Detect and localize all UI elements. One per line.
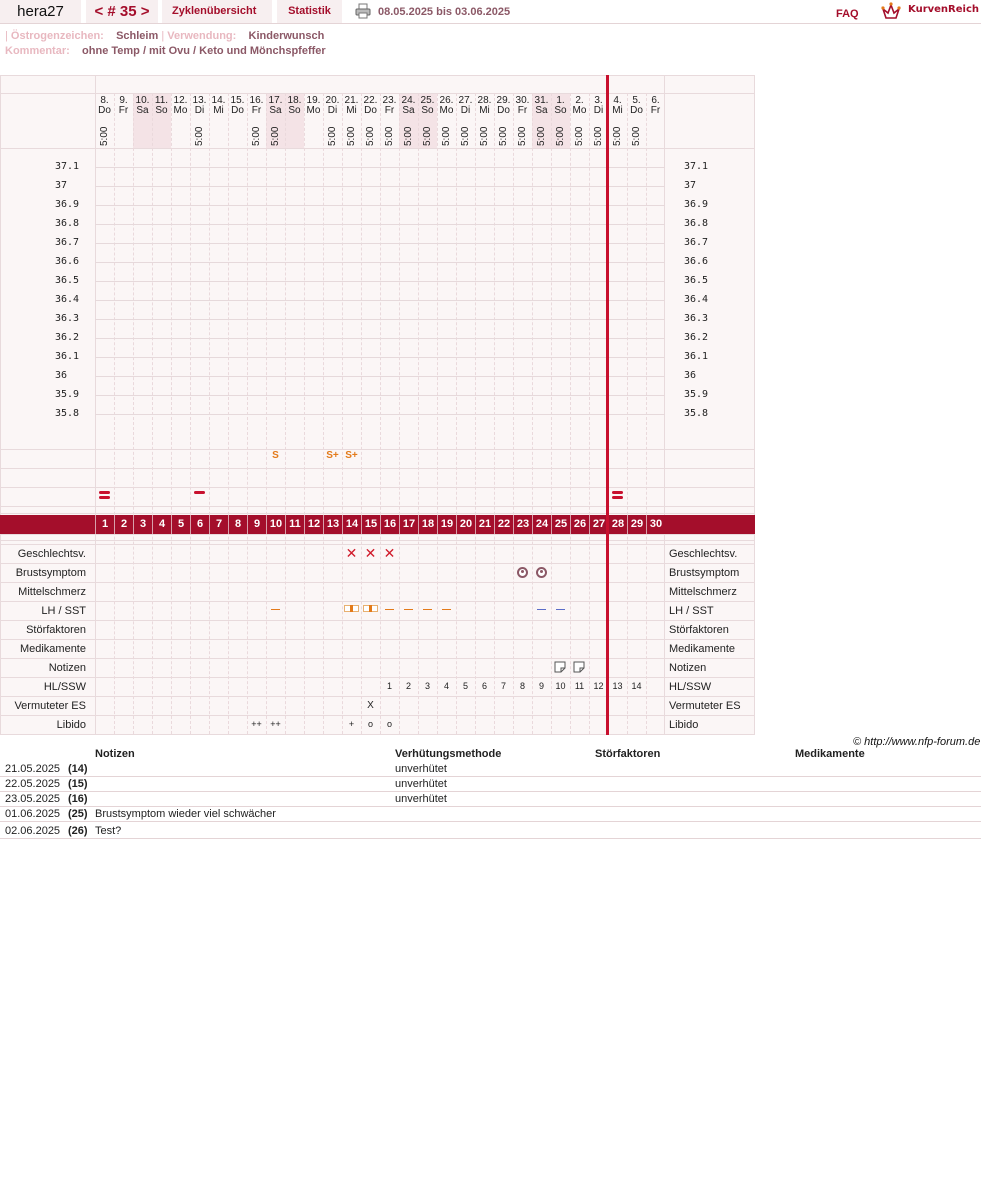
- lh-test-mark: [537, 609, 546, 610]
- day-weekday: Mi: [612, 105, 623, 116]
- temp-gridline: [95, 262, 665, 263]
- cycle-navigator: [86, 0, 158, 23]
- cycleday-number: 15: [361, 515, 380, 534]
- cycleday-number: 3: [133, 515, 152, 534]
- note-cycleday: (14): [68, 763, 88, 775]
- row-label-left: Brustsymptom: [15, 567, 86, 579]
- temp-label-right: 37: [684, 180, 697, 191]
- row-label-left: Vermuteter ES: [14, 700, 86, 712]
- cycleday-number: 27: [589, 515, 608, 534]
- day-date: 18.: [287, 95, 302, 106]
- day-weekday: So: [554, 105, 567, 116]
- hl-value: 7: [500, 681, 506, 691]
- temp-label-left: 36.9: [55, 199, 80, 210]
- bleeding-mark: [99, 496, 110, 499]
- measure-time: 5:00: [251, 126, 262, 146]
- day-date: 19.: [306, 95, 321, 106]
- day-weekday: Sa: [269, 105, 282, 116]
- temp-gridline: [95, 205, 665, 206]
- comment-label: Kommentar:: [5, 45, 70, 57]
- cycleday-number: 11: [285, 515, 304, 534]
- measure-time: 5:00: [536, 126, 547, 146]
- note-cycleday: (15): [68, 778, 88, 790]
- temp-gridline: [95, 376, 665, 377]
- temp-gridline: [95, 281, 665, 282]
- temp-gridline: [95, 395, 665, 396]
- table-row: [0, 807, 981, 822]
- temp-label-left: 36.7: [55, 237, 80, 248]
- cycleday-number: 30: [646, 515, 665, 534]
- printer-icon[interactable]: [355, 3, 371, 19]
- measure-time: 5:00: [99, 126, 110, 146]
- faq-link[interactable]: FAQ: [836, 8, 859, 20]
- row-label-left: Medikamente: [19, 643, 86, 655]
- day-weekday: Sa: [402, 105, 415, 116]
- note-icon[interactable]: [573, 661, 585, 673]
- hl-value: 6: [481, 681, 487, 691]
- intercourse-x-icon: ✕: [345, 545, 358, 561]
- temp-label-right: 36.9: [684, 199, 709, 210]
- day-date: 1.: [556, 95, 565, 106]
- ovulation-mark: X: [367, 700, 374, 711]
- cycleday-number: 16: [380, 515, 399, 534]
- cervix-mark: S: [272, 450, 279, 461]
- temp-label-left: 36.6: [55, 256, 80, 267]
- measure-time: 5:00: [403, 126, 414, 146]
- cycleday-number: 18: [418, 515, 437, 534]
- day-date: 30.: [515, 95, 530, 106]
- hl-value: 12: [593, 681, 604, 691]
- row-label-left: HL/SSW: [43, 681, 86, 693]
- measure-time: 5:00: [498, 126, 509, 146]
- day-date: 31.: [534, 95, 549, 106]
- hl-value: 2: [405, 681, 411, 691]
- day-weekday: Di: [460, 105, 471, 116]
- row-label-left: Notizen: [48, 662, 86, 674]
- comment-value: ohne Temp / mit Ovu / Keto und Mönchspfeffer: [82, 45, 326, 57]
- day-date: 26.: [439, 95, 454, 106]
- note-cycleday: (26): [68, 825, 88, 837]
- temp-label-right: 36.4: [684, 294, 709, 305]
- measure-time: 5:00: [327, 126, 338, 146]
- measure-time: 5:00: [517, 126, 528, 146]
- cycleday-number: 17: [399, 515, 418, 534]
- day-weekday: Do: [497, 105, 510, 116]
- measure-time: 5:00: [460, 126, 471, 146]
- temp-gridline: [95, 300, 665, 301]
- day-weekday: Mi: [346, 105, 357, 116]
- temp-label-left: 36.8: [55, 218, 80, 229]
- col-divider-right: [664, 75, 665, 735]
- cycleday-number: 9: [247, 515, 266, 534]
- temp-label-right: 37.1: [684, 161, 709, 172]
- day-weekday: Di: [327, 105, 338, 116]
- temp-label-left: 37.1: [55, 161, 80, 172]
- day-date: 21.: [344, 95, 359, 106]
- measure-time: 5:00: [365, 126, 376, 146]
- cervix-mark: S+: [326, 450, 339, 461]
- row-label-left: LH / SST: [41, 605, 86, 617]
- row-label-right: Vermuteter ES: [669, 700, 741, 712]
- hl-value: 5: [462, 681, 468, 691]
- estrogen-label: Östrogenzeichen:: [10, 30, 104, 42]
- cycleday-number: 24: [532, 515, 551, 534]
- tab-cycle-overview[interactable]: Zyklenübersicht: [162, 0, 272, 23]
- cycleday-number: 26: [570, 515, 589, 534]
- row-label-right: Libido: [669, 719, 699, 731]
- lh-test-mark: [271, 609, 280, 610]
- bleeding-mark: [612, 496, 623, 499]
- hl-value: 3: [424, 681, 430, 691]
- day-weekday: Di: [194, 105, 205, 116]
- cycleday-number: 28: [608, 515, 627, 534]
- table-row: [0, 777, 981, 792]
- hl-value: 13: [612, 681, 623, 691]
- row-label-right: Notizen: [669, 662, 707, 674]
- intercourse-x-icon: ✕: [364, 545, 377, 561]
- day-date: 3.: [594, 95, 603, 106]
- day-date: 5.: [632, 95, 641, 106]
- note-date: 23.05.2025: [5, 793, 61, 805]
- day-date: 27.: [458, 95, 473, 106]
- table-row: [0, 792, 981, 807]
- hl-value: 4: [443, 681, 449, 691]
- lh-test-mark: [423, 609, 432, 610]
- col-divider-left: [95, 75, 96, 735]
- cycleday-number: 10: [266, 515, 285, 534]
- lh-test-line: [369, 605, 372, 612]
- lh-test-mark: [385, 609, 394, 610]
- cycleday-number: 6: [190, 515, 209, 534]
- date-range: 08.05.2025 bis 03.06.2025: [378, 6, 511, 18]
- day-weekday: Mo: [572, 105, 587, 116]
- measure-time: 5:00: [612, 126, 623, 146]
- logo[interactable]: [880, 1, 981, 21]
- temp-gridline: [95, 224, 665, 225]
- day-date: 16.: [249, 95, 264, 106]
- cycle-chart: [0, 75, 755, 735]
- note-cycleday: (25): [68, 808, 88, 820]
- day-date: 22.: [363, 95, 378, 106]
- note-date: 01.06.2025: [5, 808, 61, 820]
- table-row: [0, 824, 981, 839]
- measure-time: 5:00: [631, 126, 642, 146]
- temp-label-left: 36.2: [55, 332, 80, 343]
- temp-label-right: 36.7: [684, 237, 709, 248]
- day-date: 6.: [651, 95, 660, 106]
- measure-time: 5:00: [384, 126, 395, 146]
- temp-label-right: 36.5: [684, 275, 709, 286]
- day-date: 23.: [382, 95, 397, 106]
- hl-value: 10: [555, 681, 566, 691]
- row-label-right: Mittelschmerz: [669, 586, 737, 598]
- today-marker-line: [606, 75, 609, 735]
- crown-heart-icon: [880, 1, 902, 21]
- day-date: 29.: [496, 95, 511, 106]
- temp-label-right: 35.8: [684, 408, 709, 419]
- lh-test-mark: [442, 609, 451, 610]
- temp-label-right: 36.1: [684, 351, 709, 362]
- row-label-right: HL/SSW: [669, 681, 712, 693]
- temp-label-right: 36.2: [684, 332, 709, 343]
- note-date: 02.06.2025: [5, 825, 61, 837]
- cycleday-number: 5: [171, 515, 190, 534]
- cycleday-number: 22: [494, 515, 513, 534]
- cycle-info-line: | Östrogenzeichen: Schleim | Verwendung: Kinderwunsch: [5, 30, 325, 42]
- day-weekday: Sa: [136, 105, 149, 116]
- temp-gridline: [95, 319, 665, 320]
- row-divider: [0, 734, 755, 735]
- day-date: 4.: [613, 95, 622, 106]
- day-date: 15.: [230, 95, 245, 106]
- estrogen-value: Schleim: [116, 30, 159, 42]
- day-date: 24.: [401, 95, 416, 106]
- usage-label: Verwendung:: [167, 30, 237, 42]
- libido-mark: o: [367, 719, 373, 729]
- hl-value: 14: [631, 681, 642, 691]
- row-label-right: Brustsymptom: [669, 567, 740, 579]
- row-label-right: Geschlechtsv.: [669, 548, 738, 560]
- measure-time: 5:00: [346, 126, 357, 146]
- temp-label-right: 36: [684, 370, 697, 381]
- temp-gridline: [95, 243, 665, 244]
- note-date: 21.05.2025: [5, 763, 61, 775]
- breast-symptom-dot: [540, 570, 543, 573]
- cycleday-number: 29: [627, 515, 646, 534]
- lh-test-mark: [556, 609, 565, 610]
- note-method: unverhütet: [395, 793, 447, 805]
- temp-label-left: 36: [55, 370, 68, 381]
- note-method: unverhütet: [395, 778, 447, 790]
- row-label-right: Störfaktoren: [669, 624, 729, 636]
- day-weekday: Fr: [118, 105, 129, 116]
- cycleday-number: 21: [475, 515, 494, 534]
- temp-gridline: [95, 338, 665, 339]
- cycleday-number: 20: [456, 515, 475, 534]
- lh-test-line: [350, 605, 353, 612]
- temp-label-left: 36.3: [55, 313, 80, 324]
- day-weekday: Fr: [650, 105, 661, 116]
- measure-time: 5:00: [574, 126, 585, 146]
- day-weekday: Fr: [384, 105, 395, 116]
- bleeding-mark: [612, 491, 623, 494]
- libido-mark: ++: [270, 719, 281, 729]
- notes-header-method: Verhütungsmethode: [395, 748, 502, 760]
- day-date: 2.: [575, 95, 584, 106]
- note-date: 22.05.2025: [5, 778, 61, 790]
- hl-value: 1: [386, 681, 392, 691]
- day-date: 14.: [211, 95, 226, 106]
- temp-label-left: 36.5: [55, 275, 80, 286]
- notes-header-meds: Medikamente: [795, 748, 865, 760]
- libido-mark: +: [348, 719, 355, 729]
- day-weekday: Sa: [535, 105, 548, 116]
- cycleday-number: 4: [152, 515, 171, 534]
- day-weekday: Do: [364, 105, 377, 116]
- user-name: hera27: [0, 0, 81, 23]
- temp-label-right: 36.8: [684, 218, 709, 229]
- comment-line: [5, 45, 326, 57]
- top-bar: [0, 0, 981, 24]
- temp-label-right: 36.3: [684, 313, 709, 324]
- row-label-left: Mittelschmerz: [18, 586, 86, 598]
- day-date: 12.: [173, 95, 188, 106]
- libido-mark: ++: [251, 719, 262, 729]
- logo-text: KurvenReich: [908, 4, 980, 15]
- notes-header-factors: Störfaktoren: [595, 748, 661, 760]
- day-weekday: So: [421, 105, 434, 116]
- temp-label-left: 35.9: [55, 389, 80, 400]
- table-row: [0, 762, 981, 777]
- cycleday-number: 8: [228, 515, 247, 534]
- row-label-left: Libido: [56, 719, 86, 731]
- prev-cycle-button[interactable]: <: [94, 3, 104, 20]
- temp-label-right: 35.9: [684, 389, 709, 400]
- cycleday-number: 7: [209, 515, 228, 534]
- bleeding-mark: [99, 491, 110, 494]
- cervix-mark: S+: [345, 450, 358, 461]
- day-weekday: So: [288, 105, 301, 116]
- day-date: 9.: [119, 95, 128, 106]
- temp-label-left: 37: [55, 180, 68, 191]
- temp-label-left: 35.8: [55, 408, 80, 419]
- notes-header-notes: Notizen: [95, 748, 135, 760]
- measure-time: 5:00: [422, 126, 433, 146]
- cycleday-number: 13: [323, 515, 342, 534]
- day-weekday: Do: [98, 105, 111, 116]
- row-label-left: Störfaktoren: [26, 624, 86, 636]
- day-weekday: Mi: [213, 105, 224, 116]
- note-cycleday: (16): [68, 793, 88, 805]
- usage-value: Kinderwunsch: [248, 30, 325, 42]
- day-weekday: Do: [231, 105, 244, 116]
- temp-label-right: 36.6: [684, 256, 709, 267]
- day-weekday: So: [155, 105, 168, 116]
- next-cycle-button[interactable]: >: [140, 3, 150, 20]
- cycleday-number: 25: [551, 515, 570, 534]
- temp-gridline: [95, 167, 665, 168]
- lh-test-mark: [404, 609, 413, 610]
- cycleday-number: 12: [304, 515, 323, 534]
- cycleday-number: 19: [437, 515, 456, 534]
- temp-gridline: [95, 357, 665, 358]
- hl-value: 8: [519, 681, 525, 691]
- cycleday-number: 23: [513, 515, 532, 534]
- measure-time: 5:00: [555, 126, 566, 146]
- day-date: 20.: [325, 95, 340, 106]
- day-date: 10.: [135, 95, 150, 106]
- measure-time: 5:00: [593, 126, 604, 146]
- day-weekday: Mo: [173, 105, 188, 116]
- cycle-number: # 35: [107, 3, 137, 20]
- cycleday-number: 1: [95, 515, 114, 534]
- temp-label-left: 36.1: [55, 351, 80, 362]
- day-weekday: Mi: [479, 105, 490, 116]
- day-date: 25.: [420, 95, 435, 106]
- note-icon[interactable]: [554, 661, 566, 673]
- note-method: unverhütet: [395, 763, 447, 775]
- measure-time: 5:00: [479, 126, 490, 146]
- day-weekday: Di: [593, 105, 604, 116]
- note-text: Brustsymptom wieder viel schwächer: [95, 808, 276, 820]
- breast-symptom-dot: [521, 570, 524, 573]
- temp-gridline: [95, 186, 665, 187]
- day-weekday: Fr: [517, 105, 528, 116]
- day-date: 13.: [192, 95, 207, 106]
- bleeding-spotting-mark: [194, 491, 205, 494]
- day-weekday: Fr: [251, 105, 262, 116]
- temp-gridline: [95, 414, 665, 415]
- hl-value: 9: [538, 681, 544, 691]
- day-date: 8.: [100, 95, 109, 106]
- measure-time: 5:00: [270, 126, 281, 146]
- day-weekday: Mo: [306, 105, 321, 116]
- temp-label-left: 36.4: [55, 294, 80, 305]
- row-label-right: Medikamente: [669, 643, 736, 655]
- day-weekday: Mo: [439, 105, 454, 116]
- day-weekday: Do: [630, 105, 643, 116]
- measure-time: 5:00: [194, 126, 205, 146]
- note-text: Test?: [95, 825, 122, 837]
- day-date: 17.: [268, 95, 283, 106]
- copyright: © http://www.nfp-forum.de: [853, 736, 981, 748]
- tab-statistics[interactable]: Statistik: [277, 0, 342, 23]
- cycleday-number: 2: [114, 515, 133, 534]
- cycleday-number: 14: [342, 515, 361, 534]
- day-date: 11.: [154, 95, 169, 106]
- libido-mark: o: [386, 719, 392, 729]
- row-label-left: Geschlechtsv.: [17, 548, 86, 560]
- day-date: 28.: [477, 95, 492, 106]
- hl-value: 11: [574, 681, 585, 691]
- row-label-right: LH / SST: [669, 605, 714, 617]
- intercourse-x-icon: ✕: [383, 545, 396, 561]
- measure-time: 5:00: [441, 126, 452, 146]
